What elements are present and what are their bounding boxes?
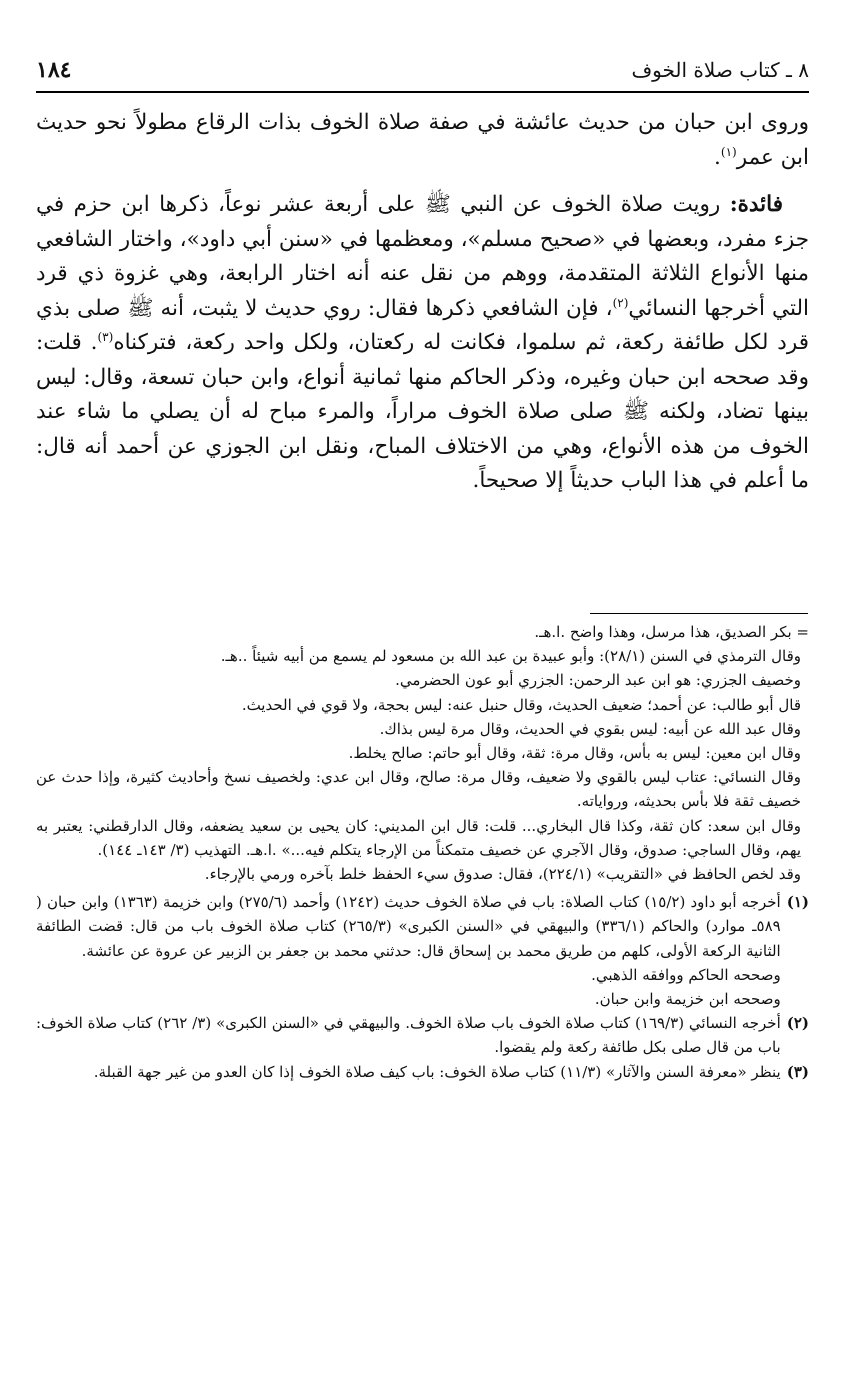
- footnote-ref-2: (٢): [612, 295, 629, 310]
- header-rule: [36, 91, 809, 93]
- footnote-2: [36, 1011, 809, 1059]
- footnote-carry-line: وقال عبد الله عن أبيه: ليس بقوي في الحديث، وقال مرة ليس بذاك.: [379, 719, 801, 738]
- footnote-text: أخرجه أبو داود (١٥/٢) كتاب الصلاة: باب في صلاة الخوف حديث (١٢٤٢) وأحمد (٢٧٥/٦) وابن خزيمة (١٣٦٣) وابن حبان ( ٥٨٩ـ موارد) والحاكم (٣٣٦/١) والبيهقي في «السنن الكبرى» (٢٦٥/٣) كتاب صلاة الخوف باب من قال: قضت الطائفة الثانية الركعة الأولى، كلهم من طريق محمد بن إسحاق قال: حدثني محمد بن جعفر بن الزبير عن عروة عن عائشة.: [36, 893, 781, 960]
- running-title: ٨ ـ كتاب صلاة الخوف: [631, 58, 809, 82]
- footnote-3: [36, 1060, 809, 1084]
- page-header: [36, 52, 809, 88]
- main-text: [36, 106, 809, 499]
- footnote-ref-1: (١): [720, 144, 737, 159]
- paragraph-1: وروى ابن حبان من حديث عائشة في صفة صلاة الخوف بذات الرقاع مطولاً نحو حديث ابن عمر$^{(١)}$.: [36, 110, 809, 170]
- footnote-number: (٢): [786, 1014, 809, 1033]
- paragraph-2: فائدة: رويت صلاة الخوف عن النبي ﷺ على أربعة عشر نوعاً، ذكرها ابن حزم في جزء مفرد، وبعضها في «صحيح مسلم»، ومعظمها في «سنن أبي داود»، واختار الشافعي منها الأنواع الثلاثة المتقدمة، ووهم من نقل عنه أنه اختار الرابعة، وهي غزوة ذي قرد التي أخرجها النسائي$^{(٢)}$، فإن الشافعي ذكرها فقال: روي حديث لا يثبت، أنه ﷺ صلى بذي قرد لكل طائفة ركعة، ثم سلموا، فكانت له ركعتان، ولكل واحد ركعة، فتركناه$^{(٣)}$. قلت: وقد صححه ابن حبان وغيره، وذكر الحاكم منها ثمانية أنواع، وابن حبان تسعة، وقال: ليس بينها تضاد، ولكنه ﷺ صلى صلاة الخوف مراراً، والمرء مباح له أن يصلي ما شاء عند الخوف من هذه الأنواع، وهي من الاختلاف المباح، ونقل ابن الجوزي عن أحمد أنه قال: ما أعلم في هذا الباب حديثاً إلا صحيحاً.: [36, 192, 810, 493]
- footnote-carry-line: وقال النسائي: عتاب ليس بالقوي ولا ضعيف، وقال مرة: صالح، وقال ابن عدي: ولخصيف نسخ وأحاديث كثيرة، وإذا حدث عن خصيف ثقة فلا بأس بحديثه، ورواياته.: [36, 768, 801, 811]
- footnote-carry-line: وقال الترمذي في السنن (٢٨/١): وأبو عبيدة بن عبد الله بن مسعود لم يسمع من أبيه شيئاً ..هـ.: [220, 647, 801, 666]
- footnote-extra: وصححه ابن خزيمة وابن حبان.: [594, 990, 781, 1009]
- footnote-carry-line: = بكر الصديق، هذا مرسل، وهذا واضح .ا.هـ.: [534, 623, 809, 641]
- footnote-carry-line: وقال ابن سعد: كان ثقة، وكذا قال البخاري... قلت: قال ابن المديني: كان يحيى بن سعيد يضعفه، وقال الدارقطني: يعتبر به يهم، وقال الساجي: صدوق، وقال الآجري عن خصيف متمكناً من الإرجاء يتكلم فيه...» .ا.هـ. التهذيب (٣/ ١٤٣ـ ١٤٤).: [36, 816, 801, 859]
- footnote-number: (٣): [786, 1062, 809, 1081]
- footnote-text: ينظر «معرفة السنن والآثار» (١١/٣) كتاب صلاة الخوف: باب كيف صلاة الخوف إذا كان العدو من غير جهة القبلة.: [93, 1062, 781, 1081]
- footnote-carry-line: وقد لخص الحافظ في «التقريب» (٢٢٤/١)، فقال: صدوق سيء الحفظ خلط بآخره ورمي بالإرجاء.: [204, 865, 801, 884]
- footnote-number: (١): [786, 893, 809, 912]
- footnote-ref-3: (٣): [97, 329, 114, 344]
- footnote-carry-line: قال أبو طالب: عن أحمد؛ ضعيف الحديث، وقال حنبل عنه: ليس بحجة، ولا قوي في الحديث.: [241, 695, 801, 714]
- footnote-1: [36, 890, 809, 1011]
- footnote-carry-line: وخصيف الجزري: هو ابن عبد الرحمن: الجزري أبو عون الحضرمي.: [395, 671, 801, 690]
- footnotes: [36, 620, 809, 1084]
- footnote-carry-line: وقال ابن معين: ليس به بأس، وقال مرة: ثقة، وقال أبو حاتم: صالح يخلط.: [348, 744, 801, 763]
- footnote-separator: [590, 613, 808, 614]
- benefit-lead: فائدة:: [729, 192, 783, 217]
- page-number: ١٨٤: [36, 57, 72, 83]
- footnote-text: أخرجه النسائي (١٦٩/٣) كتاب صلاة الخوف باب صلاة الخوف. والبيهقي في «السنن الكبرى» (٣/ ٢٦٢) كتاب صلاة الخوف: باب من قال صلى بكل طائفة ركعة ولم يقضوا.: [36, 1014, 781, 1057]
- footnote-extra: وصححه الحاكم ووافقه الذهبي.: [591, 965, 781, 984]
